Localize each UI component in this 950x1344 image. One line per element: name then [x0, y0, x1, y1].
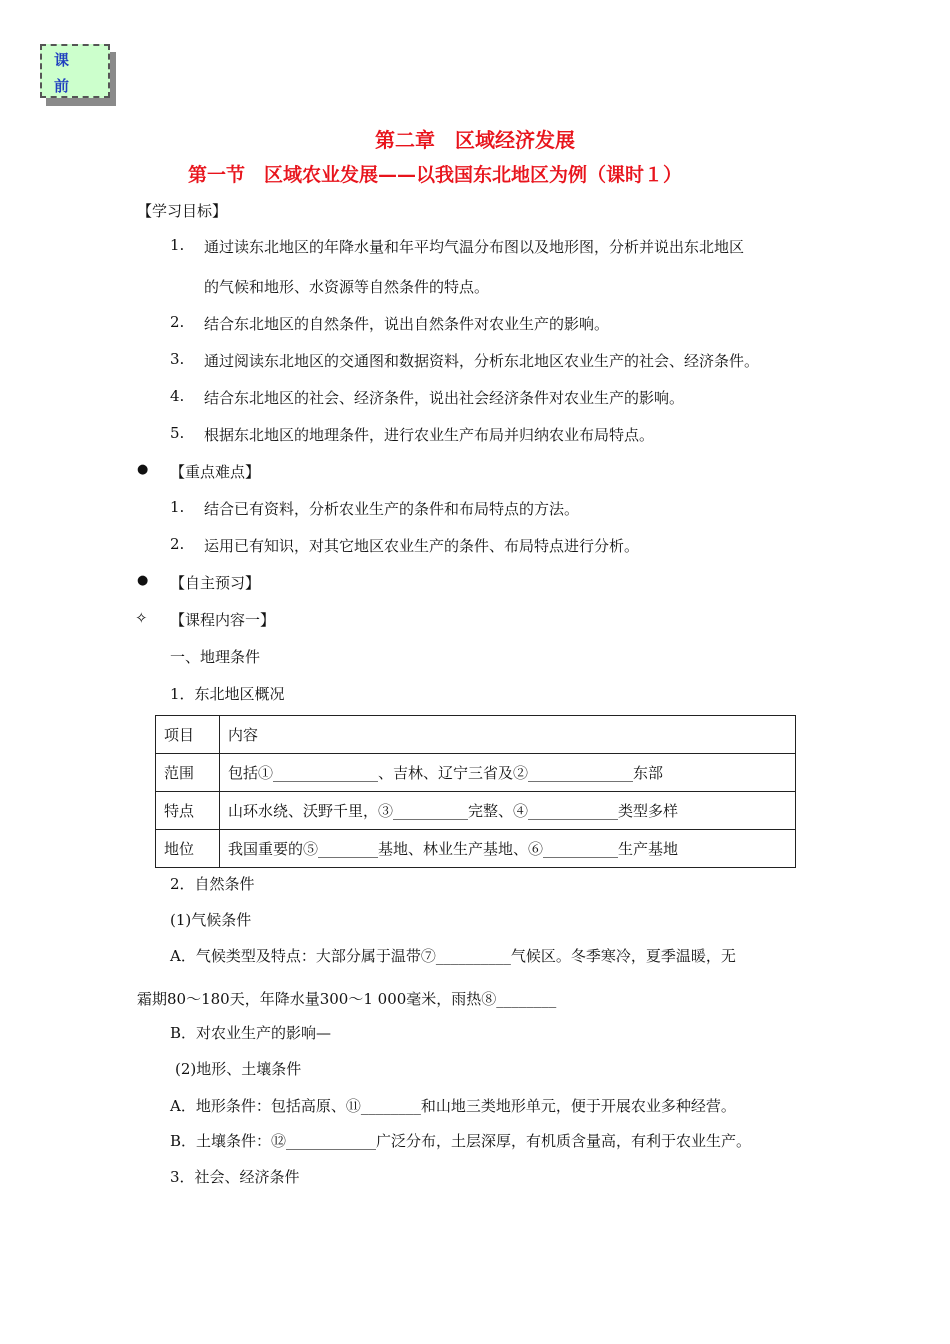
terrain-b: B．土壤条件：⑫____________广泛分布，土层深厚，有机质含量高，有利于农业生产。 [170, 1132, 752, 1150]
table-row [156, 754, 796, 792]
goal-1-text-line2: 的气候和地形、水资源等自然条件的特点。 [204, 278, 490, 296]
table-cell-item: 范围 [156, 754, 220, 792]
table-cell-item: 特点 [156, 792, 220, 830]
learning-goals-heading: 【学习目标】 [137, 202, 228, 220]
climate-a-line1: A．气候类型及特点：大部分属于温带⑦__________气候区。冬季寒冷，夏季温暖，无 [170, 947, 736, 965]
goal-3-number: 3. [170, 350, 185, 368]
terrain-a: A．地形条件：包括高原、⑪________和山地三类地形单元，便于开展农业多种经营。 [170, 1097, 736, 1115]
goal-4-text: 结合东北地区的社会、经济条件，说出社会经济条件对农业生产的影响。 [204, 389, 685, 407]
goal-5-number: 5. [170, 424, 185, 442]
chapter-title: 第二章 区域经济发展 [375, 128, 575, 152]
terrain-heading: (2)地形、土壤条件 [175, 1060, 302, 1078]
table-cell-content: 山环水绕、沃野千里，③__________完整、④____________类型多样 [220, 792, 796, 830]
key-point-1-text: 结合已有资料，分析农业生产的条件和布局特点的方法。 [204, 500, 580, 518]
goal-1-text-line1: 通过读东北地区的年降水量和年平均气温分布图以及地形图，分析并说出东北地区 [204, 238, 745, 256]
table-header-item: 项目 [156, 716, 220, 754]
goal-4-number: 4. [170, 387, 185, 405]
climate-b: B．对农业生产的影响— [170, 1024, 332, 1042]
badge-line1: 课 [54, 51, 70, 69]
key-point-1-number: 1. [170, 498, 185, 516]
goal-5-text: 根据东北地区的地理条件，进行农业生产布局并归纳农业布局特点。 [204, 426, 655, 444]
goal-3-text: 通过阅读东北地区的交通图和数据资料，分析东北地区农业生产的社会、经济条件。 [204, 352, 760, 370]
preview-heading: 【自主预习】 [170, 574, 261, 592]
table-cell-content: 我国重要的⑤________基地、林业生产基地、⑥__________生产基地 [220, 830, 796, 868]
key-points-heading: 【重点难点】 [170, 463, 261, 481]
key-point-2-text: 运用已有知识，对其它地区农业生产的条件、布局特点进行分析。 [204, 537, 640, 555]
overview-heading: 1．东北地区概况 [170, 685, 285, 703]
pre-class-badge [40, 44, 110, 98]
climate-a-line2: 霜期80～180天，年降水量300～1 000毫米，雨热⑧________ [137, 990, 557, 1008]
climate-heading: (1)气候条件 [170, 911, 252, 929]
table-header-row [156, 716, 796, 754]
key-point-2-number: 2. [170, 535, 185, 553]
course-content-bullet: ✧ [135, 609, 148, 627]
preview-bullet: ● [137, 573, 149, 588]
goal-2-text: 结合东北地区的自然条件，说出自然条件对农业生产的影响。 [204, 315, 610, 333]
table-header-content: 内容 [220, 716, 796, 754]
table-row [156, 792, 796, 830]
natural-conditions-heading: 2．自然条件 [170, 875, 255, 893]
overview-table [155, 715, 796, 868]
table-row [156, 830, 796, 868]
social-conditions-heading: 3．社会、经济条件 [170, 1168, 300, 1186]
goal-2-number: 2. [170, 313, 185, 331]
badge-line2: 前 [54, 77, 70, 95]
course-content-heading: 【课程内容一】 [170, 611, 276, 629]
section-title: 第一节 区域农业发展——以我国东北地区为例（课时１） [188, 164, 683, 186]
table-cell-content: 包括①______________、吉林、辽宁三省及②______________东部 [220, 754, 796, 792]
key-points-bullet: ● [137, 462, 149, 477]
table-cell-item: 地位 [156, 830, 220, 868]
geo-conditions-heading: 一、地理条件 [170, 648, 261, 666]
goal-1-number: 1. [170, 236, 185, 254]
